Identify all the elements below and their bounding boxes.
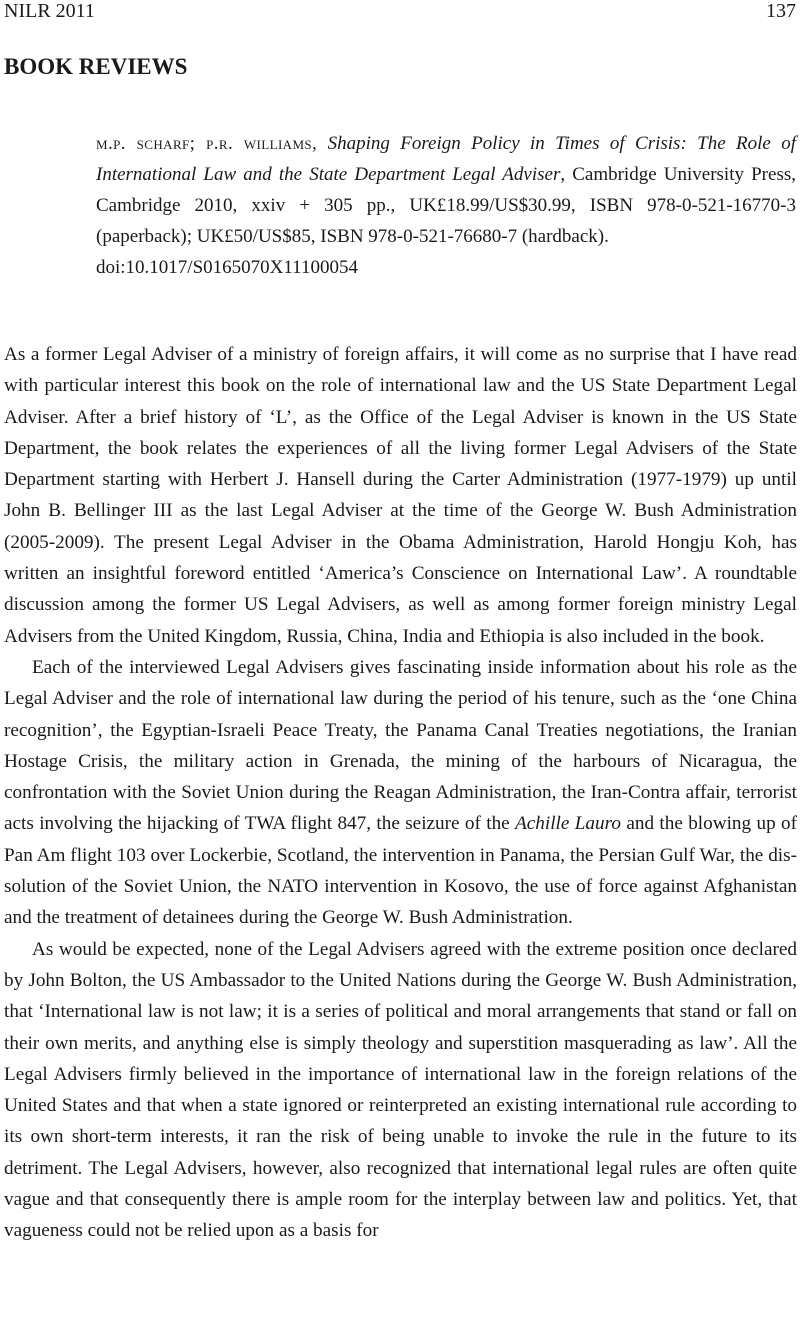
citation-doi: doi:10.1017/S0165070X11100054 (96, 257, 358, 278)
review-body (4, 339, 797, 1247)
section-title: BOOK REVIEWS (4, 54, 188, 79)
review-paragraph-1: As a former Legal Adviser of a ministry of foreign affairs, it will come as no surprise that I have read with particular interest this book on the role of international law and the US State Department Legal Adviser. After a brief history of ‘L’, as the Office of the Legal Adviser is known in the US State Department, the book relates the experiences of all the living former Legal Advisers of the State Department starting with Herbert J. Hansell during the Carter Administration (1977-1979) up until John B. Bellinger III as the last Legal Adviser at the time of the George W. Bush Administration (2005-2009). The present Legal Adviser in the Obama Administration, Harold Hongju Koh, has written an insightful foreword entitled ‘America’s Conscience on International Law’. A roundtable discussion among the former US Legal Advisers, as well as among former foreign ministry Legal Advisers from the United Kingdom, Russia, China, India and Ethiopia is also included in the book. (4, 344, 797, 647)
journal-name: NILR 2011 (4, 0, 95, 22)
book-citation (96, 128, 796, 283)
ship-name: Achille Lauro (515, 813, 621, 835)
review-paragraph-2 (4, 652, 797, 934)
running-head (4, 0, 796, 24)
review-paragraph-2-text-b: and the blowing up of Pan Am flight 103 over Lockerbie, Scotland, the intervention in Panama, the Persian Gulf War, the dissolution of the Soviet Union, the NATO intervention in Kosovo, the use of force against Afghanistan and the treatment of detainees during the George W. Bush Administration. (4, 813, 798, 929)
review-paragraph-2-text-a: Each of the interviewed Legal Advisers gives fascinating inside information about his role as the Legal Adviser and the role of international law during the period of his tenure, such as the ‘one China recognition’, the Egyptian-Israeli Peace Treaty, the Panama Canal Treaties negotiations, the Iranian Hostage Crisis, the military action in Grenada, the mining of the harbours of Nicaragua, the confrontation with the Soviet Union during the Reagan Administration, the Iran-Contra affair, terrorist acts involving the hijacking of TWA flight 847, the seizure of the (4, 656, 797, 835)
review-paragraph-3: As would be expected, none of the Legal Advisers agreed with the extreme position once declared by John Bolton, the US Ambassador to the United Nations during the George W. Bush Administration, that ‘International law is not law; it is a series of political and moral arrangements that stand or fall on their own merits, and anything else is simply theology and superstition masquerading as law’. All the Legal Advisers firmly believed in the importance of international law in the foreign relations of the United States and that when a state ignored or reinterpreted an existing international rule according to its own short-term interests, it ran the risk of being unable to invoke the rule in the future to its detriment. The Legal Advisers, however, also recognized that international legal rules are often quite vague and that consequently there is ample room for the interplay between law and politics. Yet, that vagueness could not be relied upon as a basis for (4, 938, 797, 1242)
citation-title: Shaping Foreign Policy in Times of Crisis: The Role of International Law and the State Department Legal Adviser (96, 133, 796, 185)
page-number: 137 (766, 0, 796, 22)
citation-details: , Cambridge University Press, Cambridge 2010, xxiv + 305 pp., UK£18.99/US$30.99, ISBN 978-0-521-16770-3 (paperback); UK£50/US$85, ISBN 978-0-521-76680-7 (hardback). (96, 164, 796, 247)
citation-authors: m.p. scharf; p.r. williams, (96, 133, 318, 154)
